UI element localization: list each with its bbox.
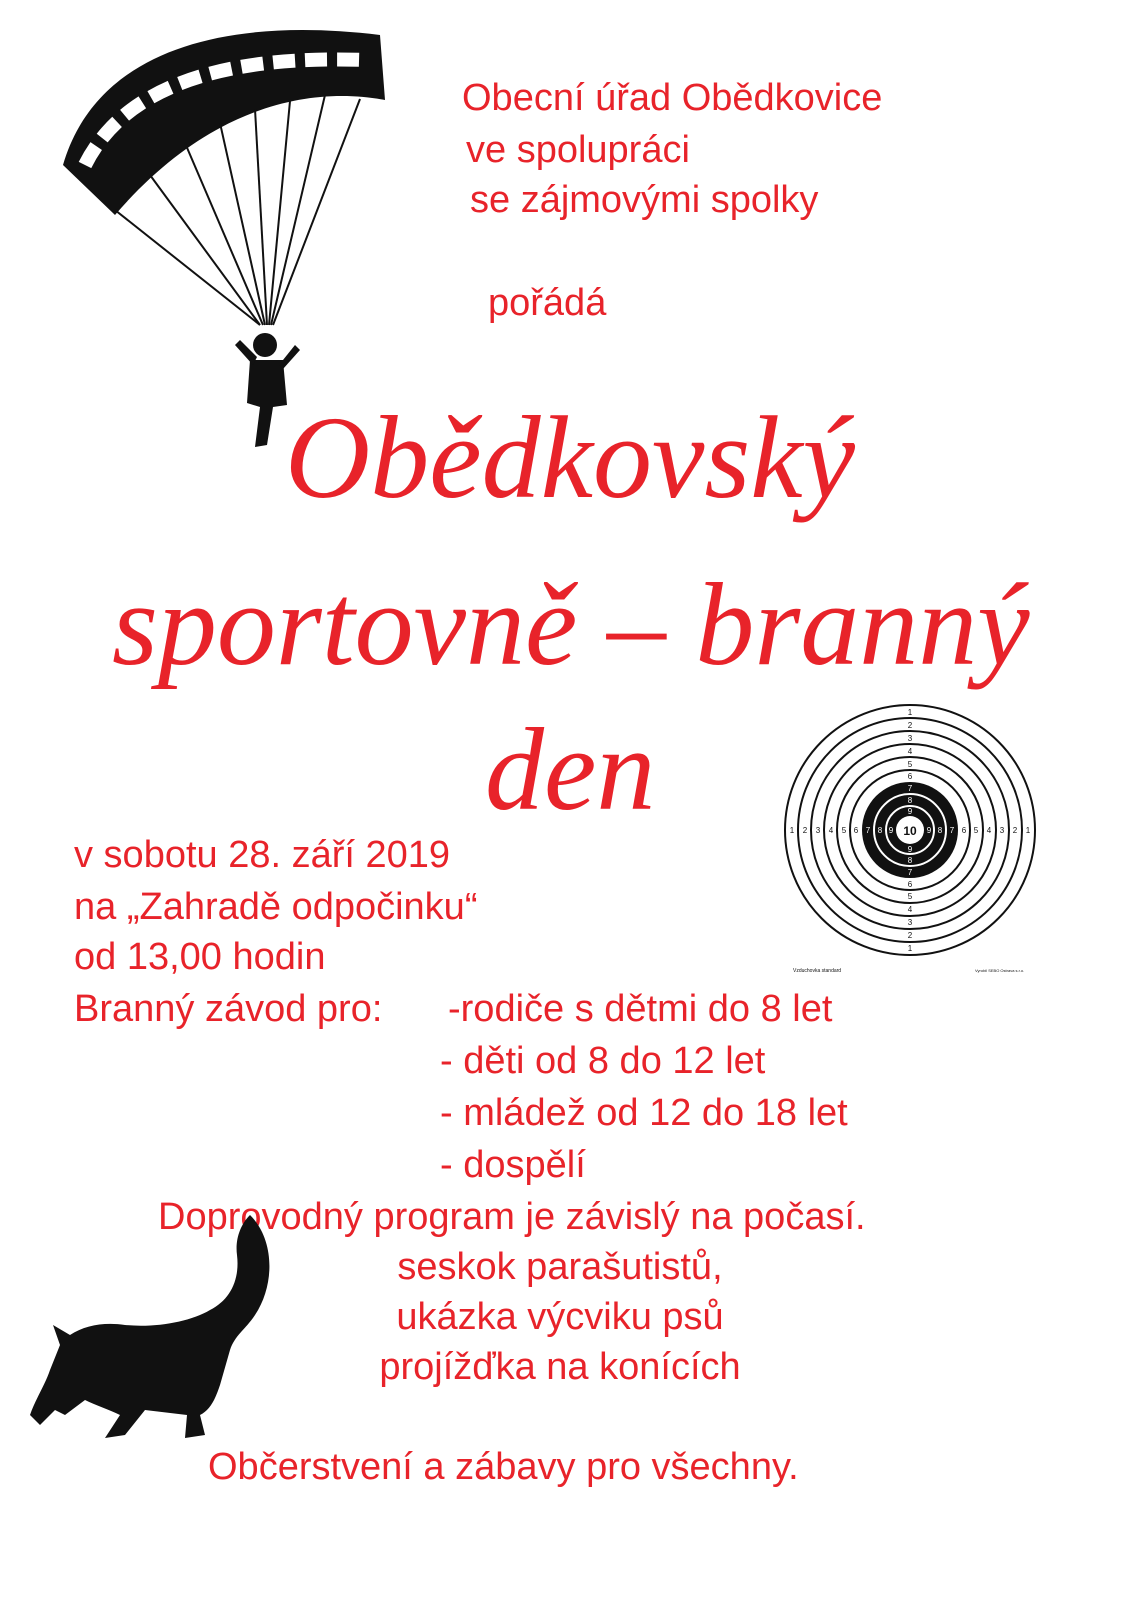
target-ring-number: 9 — [907, 807, 913, 816]
target-ring-number: 7 — [865, 826, 871, 835]
target-ring-number: 2 — [1012, 826, 1018, 835]
target-ring-number: 4 — [828, 826, 834, 835]
target-ring-number: 7 — [907, 868, 913, 877]
target-ring-number: 5 — [907, 892, 913, 901]
program-item-2: ukázka výcviku psů — [396, 1296, 724, 1338]
title-line-2: sportovně – branný — [112, 559, 1030, 690]
target-ring-number: 5 — [907, 760, 913, 769]
target-ring-number: 3 — [999, 826, 1005, 835]
target-center-number: 10 — [903, 824, 917, 838]
target-ring-number: 3 — [907, 734, 913, 743]
title-line-1: Obědkovský — [285, 392, 856, 523]
target-ring-number: 4 — [986, 826, 992, 835]
target-ring-number: 5 — [973, 826, 979, 835]
target-ring-number: 8 — [937, 826, 943, 835]
shooting-target-illustration — [775, 700, 1045, 980]
organizer-line-2: ve spolupráci — [466, 129, 690, 171]
target-ring-number: 7 — [907, 784, 913, 793]
target-ring-number: 3 — [815, 826, 821, 835]
program-item-3: projížďka na konících — [379, 1346, 741, 1388]
target-ring-number: 2 — [907, 721, 913, 730]
target-ring-number: 6 — [907, 880, 913, 889]
target-ring-number: 9 — [926, 826, 932, 835]
target-caption-right: Vyrobil SEBO Ostrava s.r.o. — [975, 968, 1025, 973]
target-ring-number: 6 — [961, 826, 967, 835]
target-ring-number: 1 — [907, 944, 913, 953]
program-intro: Doprovodný program je závislý na počasí. — [158, 1196, 866, 1238]
target-ring-number: 6 — [853, 826, 859, 835]
presents-text: pořádá — [488, 282, 607, 324]
race-category-1: -rodiče s dětmi do 8 let — [448, 988, 833, 1030]
target-caption-left: Vzduchovka standard — [793, 968, 842, 974]
target-ring-number: 1 — [1025, 826, 1031, 835]
race-category-4: - dospělí — [440, 1144, 586, 1186]
target-ring-number: 1 — [907, 708, 913, 717]
target-ring-number: 5 — [841, 826, 847, 835]
organizer-line-3: se zájmovými spolky — [470, 179, 819, 221]
race-category-2: - děti od 8 do 12 let — [440, 1040, 766, 1082]
race-label: Branný závod pro: — [74, 988, 383, 1030]
target-ring-number: 8 — [907, 796, 913, 805]
target-ring-number: 8 — [907, 856, 913, 865]
event-place: na „Zahradě odpočinku“ — [74, 886, 478, 928]
target-ring-number: 9 — [907, 845, 913, 854]
target-ring-number: 8 — [877, 826, 883, 835]
target-ring-number: 1 — [789, 826, 795, 835]
event-date: v sobotu 28. září 2019 — [74, 834, 451, 876]
target-ring-number: 2 — [802, 826, 808, 835]
race-category-3: - mládež od 12 do 18 let — [440, 1092, 848, 1134]
target-ring-number: 6 — [907, 772, 913, 781]
target-ring-number: 7 — [949, 826, 955, 835]
target-ring-number: 4 — [907, 747, 913, 756]
target-ring-number: 4 — [907, 905, 913, 914]
target-ring-number: 3 — [907, 918, 913, 927]
target-ring-number: 2 — [907, 931, 913, 940]
event-time: od 13,00 hodin — [74, 936, 326, 978]
target-ring-number: 9 — [888, 826, 894, 835]
dog-silhouette — [25, 1210, 275, 1470]
title-line-3: den — [485, 704, 656, 835]
program-item-1: seskok parašutistů, — [397, 1246, 723, 1288]
organizer-line-1: Obecní úřad Obědkovice — [462, 77, 883, 119]
closing-text: Občerstvení a zábavy pro všechny. — [208, 1446, 799, 1488]
